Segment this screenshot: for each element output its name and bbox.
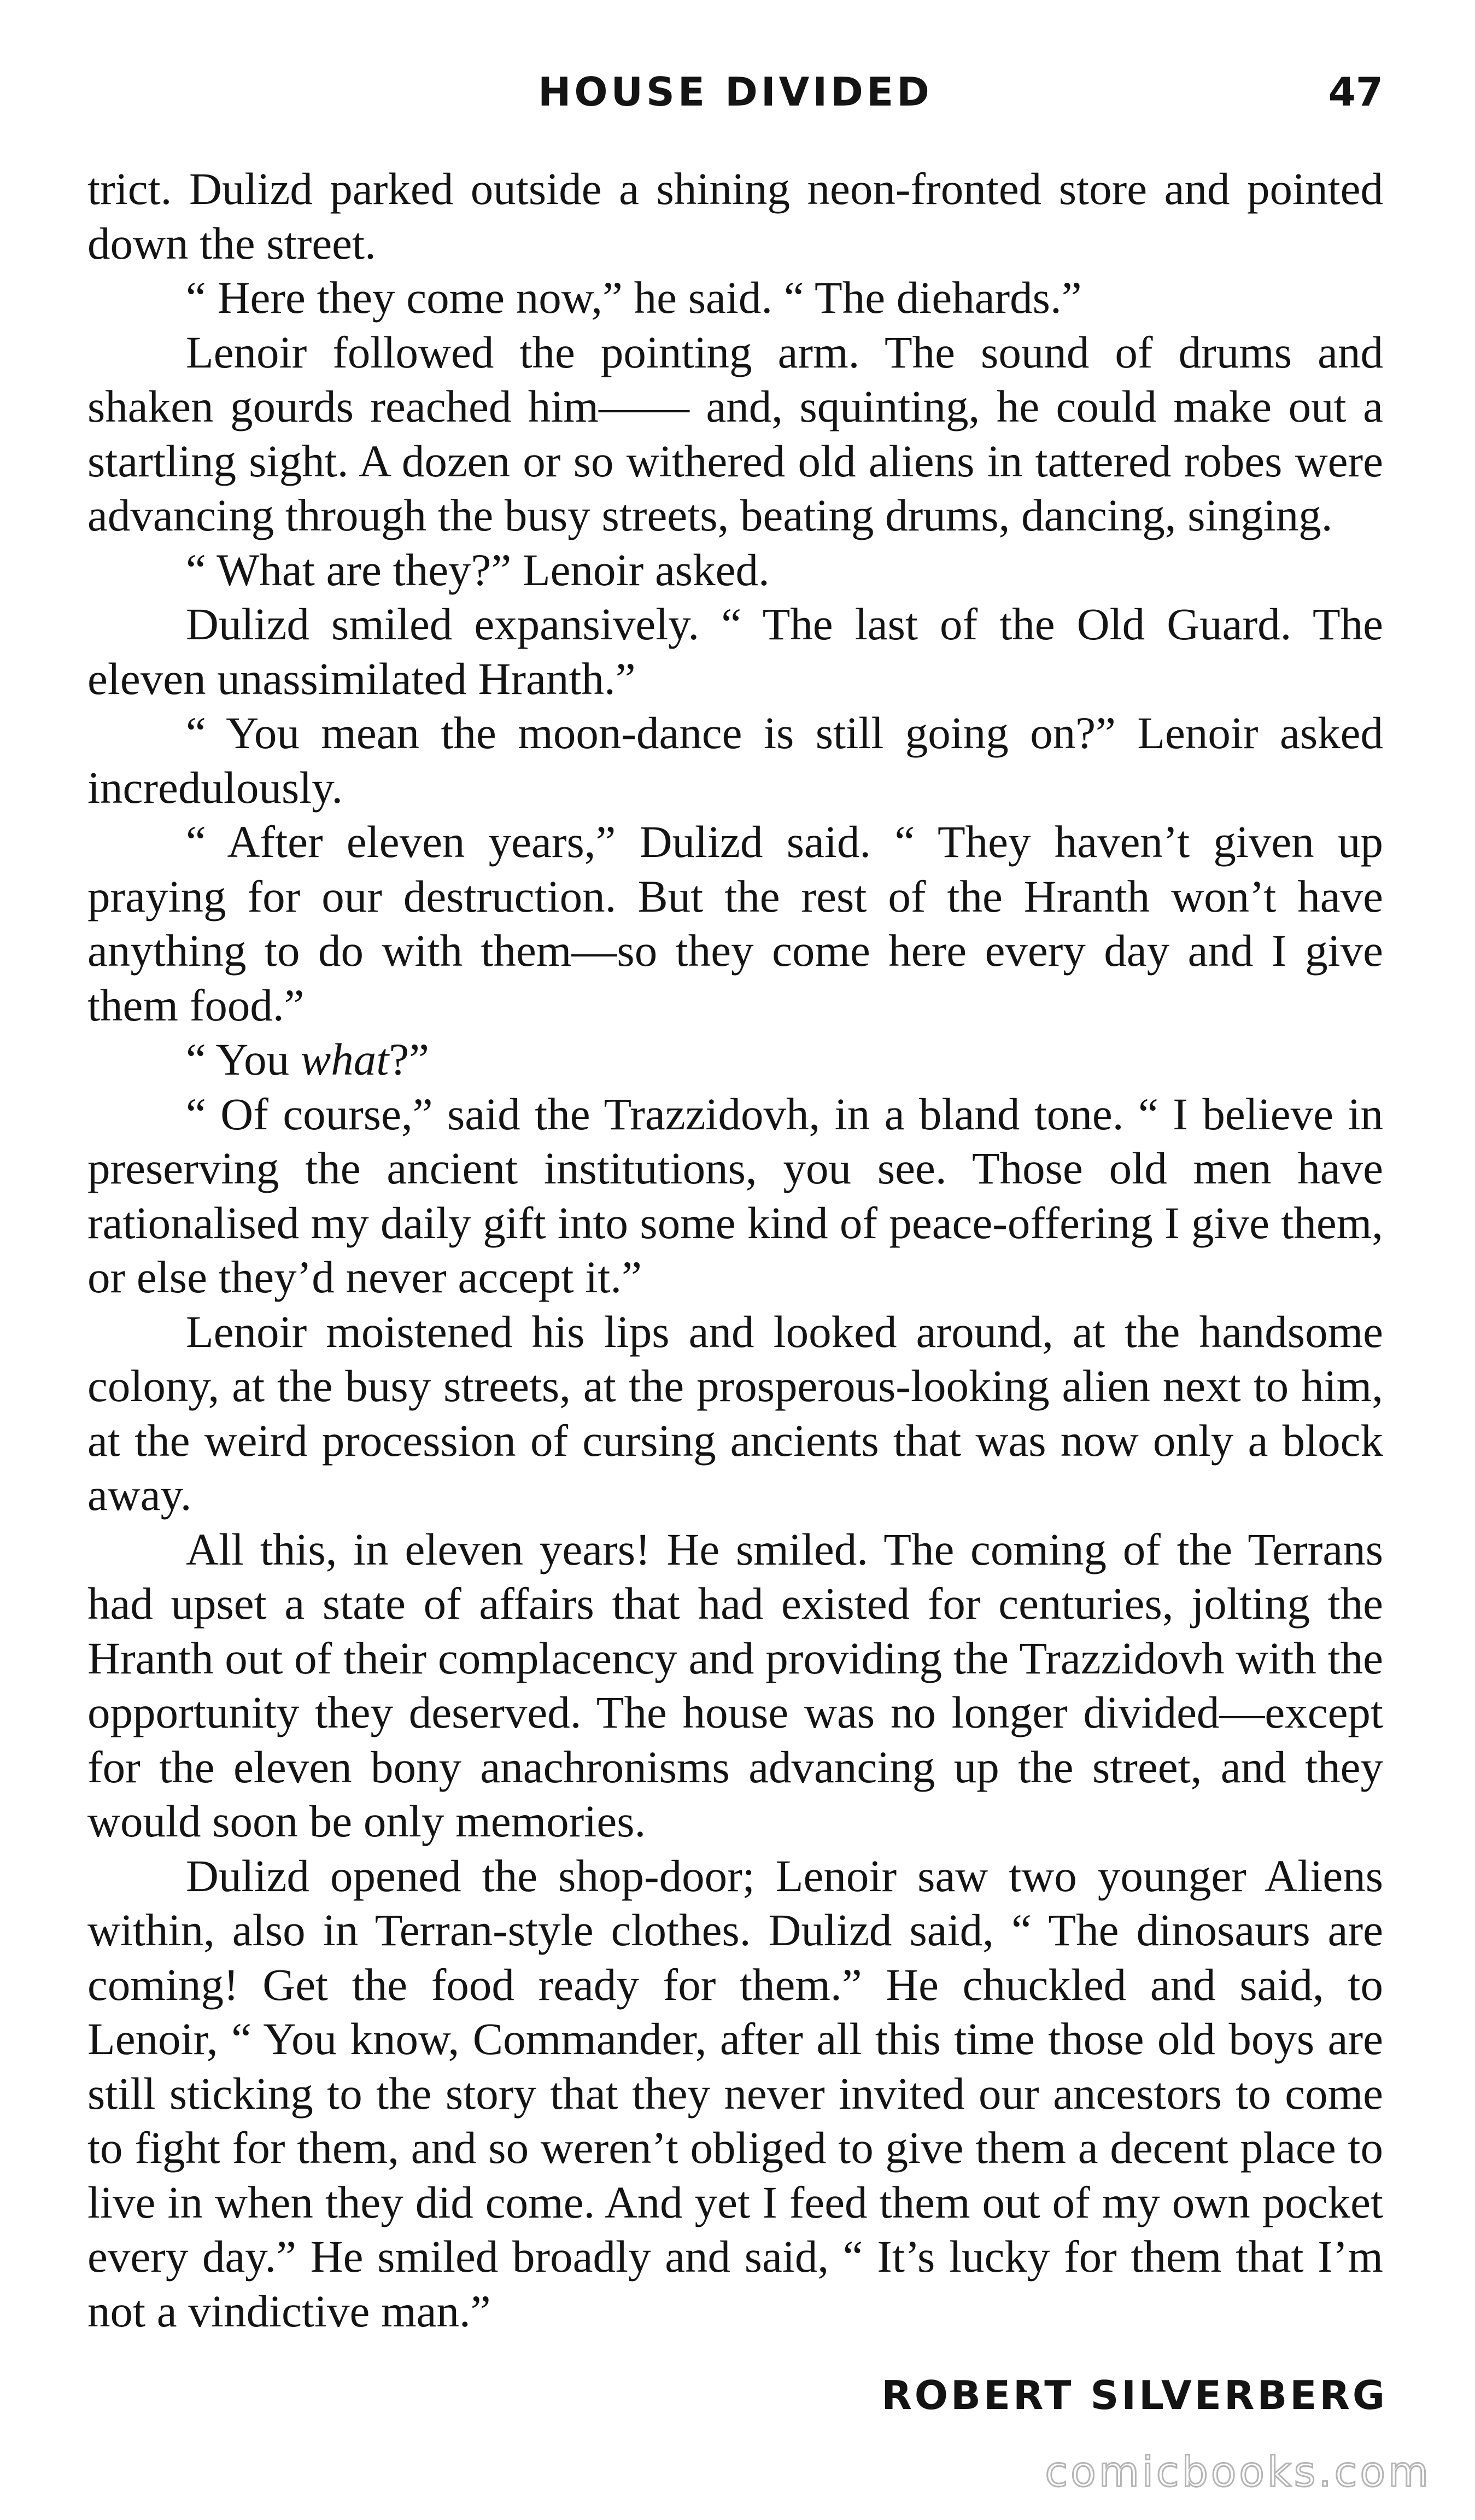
what-line-emphasis: what	[300, 1034, 389, 1084]
watermark: comicbooks.com	[1045, 2447, 1431, 2496]
page-number: 47	[1328, 69, 1383, 115]
paragraph: Dulizd smiled expansively. “ The last of the Old Guard. The eleven unassimilated Hranth.”	[87, 599, 1383, 704]
what-line-before: “ You	[186, 1034, 301, 1084]
paragraph: “ Here they come now,” he said. “ The diehards.”	[186, 272, 1082, 323]
page-title: HOUSE DIVIDED	[538, 69, 933, 115]
story-text	[87, 162, 1383, 2338]
paragraph: “ You mean the moon-dance is still going on?” Lenoir asked incredulously.	[87, 708, 1383, 813]
paragraph: Lenoir followed the pointing arm. The sound of drums and shaken gourds reached him—— and, squinting, he could make out a startling sight. A dozen or so withered old aliens in tattered robes were advancing through the busy streets, beating drums, dancing, singing.	[87, 326, 1383, 540]
paragraph: trict. Dulizd parked outside a shining neon-fronted store and pointed down the street.	[87, 164, 1383, 269]
paragraph: “ Of course,” said the Trazzidovh, in a bland tone. “ I believe in preserving the ancient institutions, you see. Those old men have rationalised my daily gift into some kind of peace-offering I give them, or else they’d never accept it.”	[87, 1088, 1383, 1302]
paragraph: Dulizd opened the shop-door; Lenoir saw two younger Aliens within, also in Terran-style clothes. Dulizd said, “ The dinosaurs are coming! Get the food ready for them.” He chuckled and said, to Lenoir, “ You know, Commander, after all this time those old boys are still sticking to the story that they never invited our ancestors to come to fight for them, and so weren’t obliged to give them a decent place to live in when they did come. And yet I feed them out of my own pocket every day.” He smiled broadly and said, “ It’s lucky for them that I’m not a vindictive man.”	[87, 1850, 1383, 2336]
what-line-after: ?”	[389, 1034, 430, 1084]
paragraph-what	[87, 1032, 1383, 1087]
paragraph: All this, in eleven years! He smiled. The coming of the Terrans had upset a state of affairs that had existed for centuries, jolting the Hranth out of their complacency and providing the Trazzidovh with the opportunity they deserved. The house was no longer divided—except for the eleven bony anachronisms advancing up the street, and they would soon be only memories.	[87, 1524, 1383, 1846]
author-byline: ROBERT SILVERBERG	[881, 2372, 1388, 2418]
paragraph: “ What are they?” Lenoir asked.	[186, 544, 770, 595]
paragraph: “ After eleven years,” Dulizd said. “ They haven’t given up praying for our destruction. But the rest of the Hranth won’t have anything to do with them—so they come here every day and I give them food.”	[87, 816, 1383, 1030]
paragraph: Lenoir moistened his lips and looked around, at the handsome colony, at the busy streets, at the prosperous-looking alien next to him, at the weird procession of cursing ancients that was now only a block away.	[87, 1306, 1383, 1520]
running-head	[87, 65, 1383, 119]
